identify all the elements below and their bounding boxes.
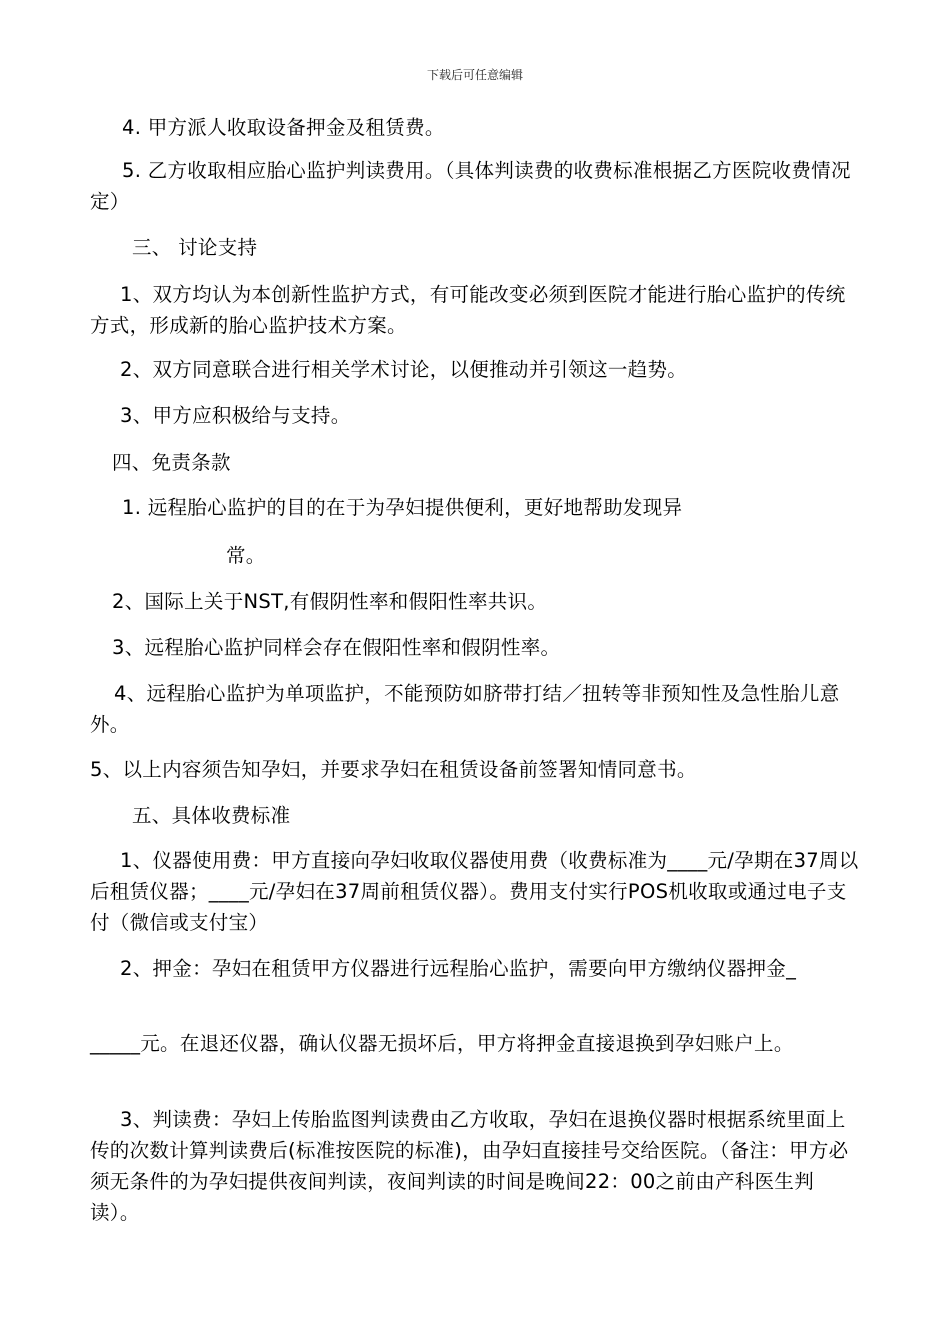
paragraph-4-3-false-rates: 3、远程胎心监护同样会存在假阳性率和假阴性率。	[112, 636, 561, 659]
paragraph-item-5-reading-fee: 5. 乙方收取相应胎心监护判读费用。（具体判读费的收费标准根据乙方医院收费情况定）	[90, 159, 851, 213]
paragraph-4-1-purpose: 1. 远程胎心监护的目的在于为孕妇提供便利，更好地帮助发现异	[122, 496, 683, 519]
section-heading-4-disclaimer: 四、免责条款	[112, 451, 231, 474]
paragraph-5-2-deposit-continuation: _____元。在退还仪器，确认仪器无损坏后，甲方将押金直接退换到孕妇账户上。	[90, 1032, 794, 1055]
paragraph-3-1-innovation: 1、双方均认为本创新性监护方式，有可能改变必须到医院才能进行胎心监护的传统方式，形成新的胎心监护技术方案。	[90, 283, 846, 337]
paragraph-4-1-continuation: 常。	[226, 544, 266, 567]
paragraph-3-2-academic-discussion: 2、双方同意联合进行相关学术讨论，以便推动并引领这一趋势。	[120, 358, 688, 381]
page-header: 下载后可任意编辑	[426, 68, 523, 82]
paragraph-item-4-deposit-collection: 4. 甲方派人收取设备押金及租赁费。	[122, 116, 445, 139]
paragraph-5-1-device-fee: 1、仪器使用费：甲方直接向孕妇收取仪器使用费（收费标准为____元/孕期在37周以后租赁仪器；____元/孕妇在37周前租赁仪器）。费用支付实行POS机收取或通过电子支付（微信或支付宝）	[90, 849, 859, 934]
paragraph-5-2-deposit: 2、押金：孕妇在租赁甲方仪器进行远程胎心监护，需要向甲方缴纳仪器押金_	[120, 957, 797, 980]
paragraph-4-4-single-monitoring: 4、远程胎心监护为单项监护，不能预防如脐带打结／扭转等非预知性及急性胎儿意外。	[90, 682, 840, 736]
section-heading-3-discussion-support: 三、 讨论支持	[132, 236, 258, 259]
section-heading-5-fee-standards: 五、具体收费标准	[132, 804, 291, 827]
paragraph-3-3-support: 3、甲方应积极给与支持。	[120, 404, 351, 427]
paragraph-4-5-informed-consent: 5、以上内容须告知孕妇，并要求孕妇在租赁设备前签署知情同意书。	[90, 758, 697, 781]
paragraph-5-3-reading-fee: 3、判读费：孕妇上传胎监图判读费由乙方收取，孕妇在退换仪器时根据系统里面上传的次数计算判读费后(标准按医院的标准)，由孕妇直接挂号交给医院。（备注：甲方必须无条件的为孕妇提供夜间判读，夜间判读的时间是晚间22：00之前由产科医生判读）。	[90, 1108, 849, 1224]
paragraph-4-2-nst: 2、国际上关于NST,有假阴性率和假阳性率共识。	[112, 590, 548, 613]
